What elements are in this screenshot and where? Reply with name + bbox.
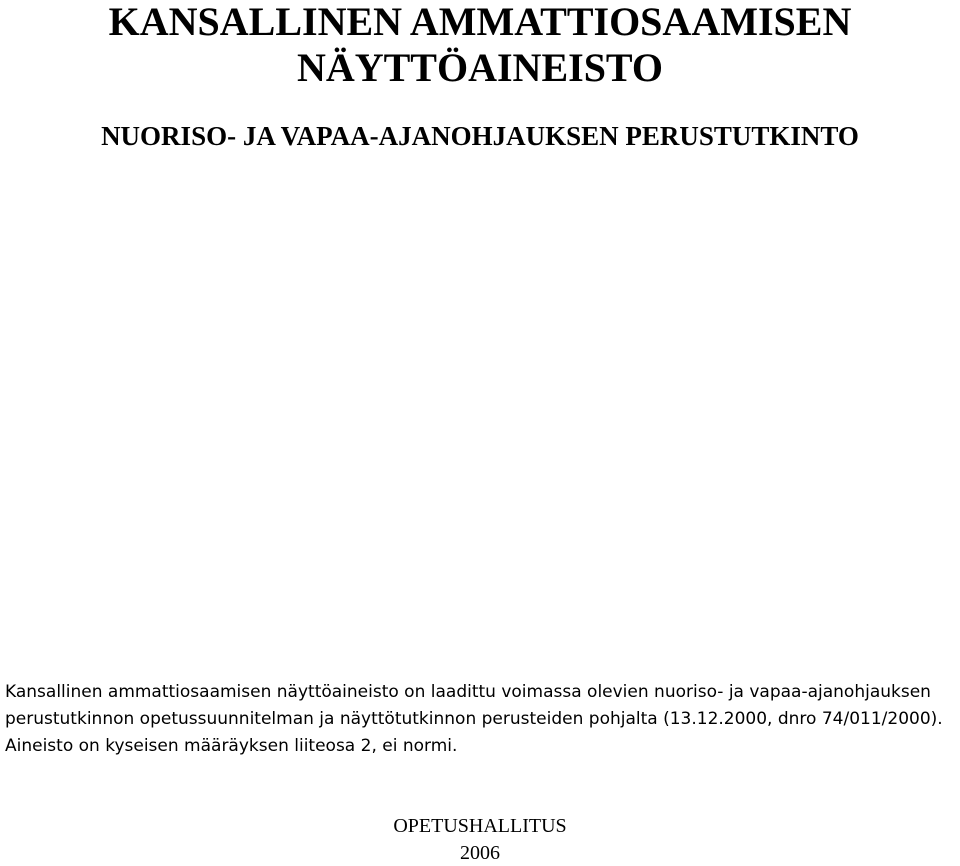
publisher-name: OPETUSHALLITUS	[393, 815, 567, 837]
description-line-1: Kansallinen ammattiosaamisen näyttöaineisto on laadittu voimassa olevien nuoriso- ja vapaa-ajanohjauksen	[5, 682, 931, 702]
document-title-line-2: NÄYTTÖAINEISTO	[296, 45, 664, 90]
description-paragraph	[5, 679, 957, 760]
description-line-2: perustutkinnon opetussuunnitelman ja näyttötutkinnon perusteiden pohjalta (13.12.2000, dnro 74/011/2000).	[5, 709, 943, 729]
description-line-3: Aineisto on kyseisen määräyksen liiteosa 2, ei normi.	[5, 736, 458, 756]
document-subtitle: NUORISO- JA VAPAA-AJANOHJAUKSEN PERUSTUTKINTO	[101, 121, 859, 151]
document-title-line-1: KANSALLINEN AMMATTIOSAAMISEN	[108, 0, 852, 44]
publication-year: 2006	[460, 842, 500, 864]
